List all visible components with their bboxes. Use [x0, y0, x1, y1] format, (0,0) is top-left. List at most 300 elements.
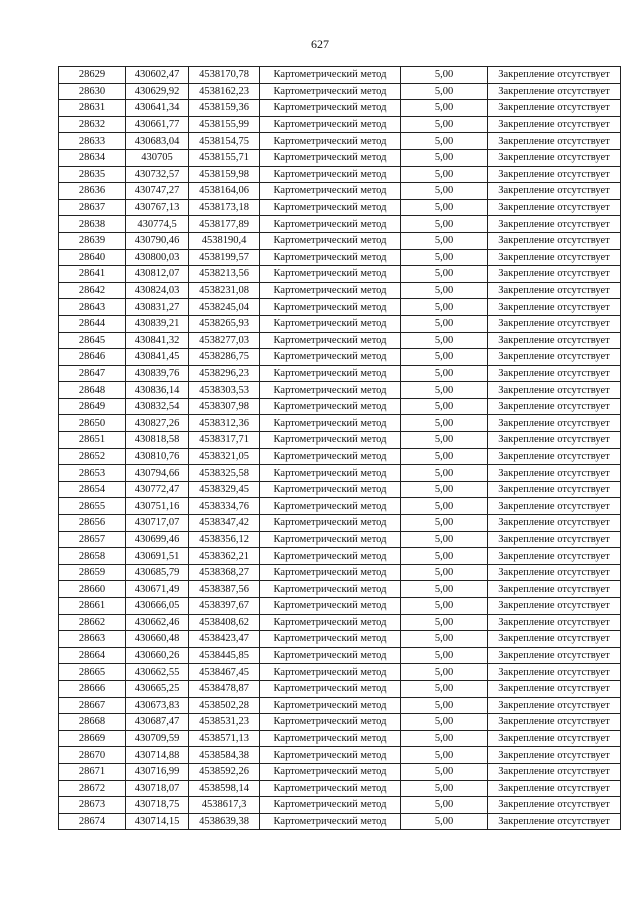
- table-row: [59, 448, 621, 465]
- accuracy-cell: 5,00: [401, 647, 488, 664]
- table-row: [59, 116, 621, 133]
- table-row: [59, 515, 621, 532]
- y-coordinate-cell: 4538502,28: [189, 697, 260, 714]
- x-coordinate-cell: 430772,47: [126, 481, 189, 498]
- table-row: [59, 598, 621, 615]
- table-row: [59, 83, 621, 100]
- x-coordinate-cell: 430716,99: [126, 763, 189, 780]
- point-number-cell: 28664: [59, 647, 126, 664]
- accuracy-cell: 5,00: [401, 747, 488, 764]
- point-number-cell: 28640: [59, 249, 126, 266]
- method-cell: Картометрический метод: [260, 747, 401, 764]
- method-cell: Картометрический метод: [260, 813, 401, 830]
- marker-description-cell: Закрепление отсутствует: [488, 67, 621, 84]
- marker-description-cell: Закрепление отсутствует: [488, 730, 621, 747]
- table-row: [59, 631, 621, 648]
- method-cell: Картометрический метод: [260, 116, 401, 133]
- accuracy-cell: 5,00: [401, 614, 488, 631]
- method-cell: Картометрический метод: [260, 598, 401, 615]
- x-coordinate-cell: 430685,79: [126, 564, 189, 581]
- marker-description-cell: Закрепление отсутствует: [488, 664, 621, 681]
- point-number-cell: 28644: [59, 315, 126, 332]
- accuracy-cell: 5,00: [401, 432, 488, 449]
- table-row: [59, 299, 621, 316]
- method-cell: Картометрический метод: [260, 166, 401, 183]
- x-coordinate-cell: 430683,04: [126, 133, 189, 150]
- x-coordinate-cell: 430661,77: [126, 116, 189, 133]
- table-row: [59, 564, 621, 581]
- x-coordinate-cell: 430839,76: [126, 365, 189, 382]
- method-cell: Картометрический метод: [260, 664, 401, 681]
- point-number-cell: 28668: [59, 714, 126, 731]
- method-cell: Картометрический метод: [260, 763, 401, 780]
- method-cell: Картометрический метод: [260, 149, 401, 166]
- table-row: [59, 315, 621, 332]
- marker-description-cell: Закрепление отсутствует: [488, 299, 621, 316]
- table-row: [59, 199, 621, 216]
- table-row: [59, 680, 621, 697]
- point-number-cell: 28652: [59, 448, 126, 465]
- point-number-cell: 28670: [59, 747, 126, 764]
- y-coordinate-cell: 4538325,58: [189, 465, 260, 482]
- method-cell: Картометрический метод: [260, 515, 401, 532]
- marker-description-cell: Закрепление отсутствует: [488, 813, 621, 830]
- x-coordinate-cell: 430705: [126, 149, 189, 166]
- accuracy-cell: 5,00: [401, 531, 488, 548]
- point-number-cell: 28637: [59, 199, 126, 216]
- method-cell: Картометрический метод: [260, 432, 401, 449]
- x-coordinate-cell: 430662,46: [126, 614, 189, 631]
- x-coordinate-cell: 430602,47: [126, 67, 189, 84]
- point-number-cell: 28662: [59, 614, 126, 631]
- method-cell: Картометрический метод: [260, 100, 401, 117]
- x-coordinate-cell: 430666,05: [126, 598, 189, 615]
- marker-description-cell: Закрепление отсутствует: [488, 531, 621, 548]
- point-number-cell: 28671: [59, 763, 126, 780]
- marker-description-cell: Закрепление отсутствует: [488, 481, 621, 498]
- point-number-cell: 28666: [59, 680, 126, 697]
- table-row: [59, 382, 621, 399]
- accuracy-cell: 5,00: [401, 664, 488, 681]
- accuracy-cell: 5,00: [401, 548, 488, 565]
- x-coordinate-cell: 430824,03: [126, 282, 189, 299]
- table-row: [59, 349, 621, 366]
- marker-description-cell: Закрепление отсутствует: [488, 614, 621, 631]
- marker-description-cell: Закрепление отсутствует: [488, 747, 621, 764]
- y-coordinate-cell: 4538397,67: [189, 598, 260, 615]
- point-number-cell: 28661: [59, 598, 126, 615]
- y-coordinate-cell: 4538173,18: [189, 199, 260, 216]
- y-coordinate-cell: 4538584,38: [189, 747, 260, 764]
- marker-description-cell: Закрепление отсутствует: [488, 365, 621, 382]
- table-row: [59, 365, 621, 382]
- y-coordinate-cell: 4538177,89: [189, 216, 260, 233]
- y-coordinate-cell: 4538334,76: [189, 498, 260, 515]
- marker-description-cell: Закрепление отсутствует: [488, 631, 621, 648]
- accuracy-cell: 5,00: [401, 299, 488, 316]
- accuracy-cell: 5,00: [401, 631, 488, 648]
- x-coordinate-cell: 430673,83: [126, 697, 189, 714]
- method-cell: Картометрический метод: [260, 349, 401, 366]
- method-cell: Картометрический метод: [260, 531, 401, 548]
- method-cell: Картометрический метод: [260, 415, 401, 432]
- accuracy-cell: 5,00: [401, 498, 488, 515]
- method-cell: Картометрический метод: [260, 199, 401, 216]
- point-number-cell: 28658: [59, 548, 126, 565]
- marker-description-cell: Закрепление отсутствует: [488, 797, 621, 814]
- table-row: [59, 183, 621, 200]
- accuracy-cell: 5,00: [401, 266, 488, 283]
- point-number-cell: 28663: [59, 631, 126, 648]
- marker-description-cell: Закрепление отсутствует: [488, 183, 621, 200]
- marker-description-cell: Закрепление отсутствует: [488, 515, 621, 532]
- point-number-cell: 28654: [59, 481, 126, 498]
- point-number-cell: 28645: [59, 332, 126, 349]
- x-coordinate-cell: 430714,88: [126, 747, 189, 764]
- accuracy-cell: 5,00: [401, 730, 488, 747]
- point-number-cell: 28649: [59, 398, 126, 415]
- y-coordinate-cell: 4538387,56: [189, 581, 260, 598]
- point-number-cell: 28642: [59, 282, 126, 299]
- marker-description-cell: Закрепление отсутствует: [488, 149, 621, 166]
- table-row: [59, 647, 621, 664]
- marker-description-cell: Закрепление отсутствует: [488, 315, 621, 332]
- method-cell: Картометрический метод: [260, 232, 401, 249]
- x-coordinate-cell: 430774,5: [126, 216, 189, 233]
- accuracy-cell: 5,00: [401, 100, 488, 117]
- table-row: [59, 415, 621, 432]
- x-coordinate-cell: 430841,45: [126, 349, 189, 366]
- x-coordinate-cell: 430687,47: [126, 714, 189, 731]
- accuracy-cell: 5,00: [401, 166, 488, 183]
- point-number-cell: 28653: [59, 465, 126, 482]
- marker-description-cell: Закрепление отсутствует: [488, 581, 621, 598]
- coordinates-table-body: [59, 67, 621, 830]
- y-coordinate-cell: 4538639,38: [189, 813, 260, 830]
- marker-description-cell: Закрепление отсутствует: [488, 349, 621, 366]
- y-coordinate-cell: 4538356,12: [189, 531, 260, 548]
- method-cell: Картометрический метод: [260, 249, 401, 266]
- y-coordinate-cell: 4538245,04: [189, 299, 260, 316]
- accuracy-cell: 5,00: [401, 232, 488, 249]
- table-row: [59, 465, 621, 482]
- y-coordinate-cell: 4538164,06: [189, 183, 260, 200]
- marker-description-cell: Закрепление отсутствует: [488, 199, 621, 216]
- y-coordinate-cell: 4538592,26: [189, 763, 260, 780]
- point-number-cell: 28656: [59, 515, 126, 532]
- y-coordinate-cell: 4538162,23: [189, 83, 260, 100]
- method-cell: Картометрический метод: [260, 797, 401, 814]
- y-coordinate-cell: 4538159,98: [189, 166, 260, 183]
- point-number-cell: 28636: [59, 183, 126, 200]
- y-coordinate-cell: 4538199,57: [189, 249, 260, 266]
- table-row: [59, 100, 621, 117]
- table-row: [59, 763, 621, 780]
- x-coordinate-cell: 430827,26: [126, 415, 189, 432]
- x-coordinate-cell: 430718,75: [126, 797, 189, 814]
- y-coordinate-cell: 4538170,78: [189, 67, 260, 84]
- accuracy-cell: 5,00: [401, 149, 488, 166]
- y-coordinate-cell: 4538317,71: [189, 432, 260, 449]
- y-coordinate-cell: 4538321,05: [189, 448, 260, 465]
- table-row: [59, 664, 621, 681]
- point-number-cell: 28648: [59, 382, 126, 399]
- y-coordinate-cell: 4538286,75: [189, 349, 260, 366]
- marker-description-cell: Закрепление отсутствует: [488, 763, 621, 780]
- accuracy-cell: 5,00: [401, 398, 488, 415]
- y-coordinate-cell: 4538329,45: [189, 481, 260, 498]
- table-row: [59, 548, 621, 565]
- method-cell: Картометрический метод: [260, 614, 401, 631]
- marker-description-cell: Закрепление отсутствует: [488, 564, 621, 581]
- point-number-cell: 28646: [59, 349, 126, 366]
- x-coordinate-cell: 430732,57: [126, 166, 189, 183]
- accuracy-cell: 5,00: [401, 714, 488, 731]
- y-coordinate-cell: 4538231,08: [189, 282, 260, 299]
- method-cell: Картометрический метод: [260, 548, 401, 565]
- method-cell: Картометрический метод: [260, 299, 401, 316]
- y-coordinate-cell: 4538277,03: [189, 332, 260, 349]
- marker-description-cell: Закрепление отсутствует: [488, 382, 621, 399]
- x-coordinate-cell: 430839,21: [126, 315, 189, 332]
- table-row: [59, 813, 621, 830]
- marker-description-cell: Закрепление отсутствует: [488, 398, 621, 415]
- table-row: [59, 282, 621, 299]
- point-number-cell: 28633: [59, 133, 126, 150]
- accuracy-cell: 5,00: [401, 249, 488, 266]
- method-cell: Картометрический метод: [260, 183, 401, 200]
- x-coordinate-cell: 430718,07: [126, 780, 189, 797]
- point-number-cell: 28631: [59, 100, 126, 117]
- x-coordinate-cell: 430836,14: [126, 382, 189, 399]
- x-coordinate-cell: 430641,34: [126, 100, 189, 117]
- accuracy-cell: 5,00: [401, 365, 488, 382]
- x-coordinate-cell: 430810,76: [126, 448, 189, 465]
- marker-description-cell: Закрепление отсутствует: [488, 166, 621, 183]
- marker-description-cell: Закрепление отсутствует: [488, 232, 621, 249]
- method-cell: Картометрический метод: [260, 332, 401, 349]
- point-number-cell: 28674: [59, 813, 126, 830]
- point-number-cell: 28630: [59, 83, 126, 100]
- method-cell: Картометрический метод: [260, 398, 401, 415]
- y-coordinate-cell: 4538598,14: [189, 780, 260, 797]
- accuracy-cell: 5,00: [401, 67, 488, 84]
- point-number-cell: 28643: [59, 299, 126, 316]
- y-coordinate-cell: 4538155,71: [189, 149, 260, 166]
- marker-description-cell: Закрепление отсутствует: [488, 415, 621, 432]
- marker-description-cell: Закрепление отсутствует: [488, 249, 621, 266]
- accuracy-cell: 5,00: [401, 813, 488, 830]
- table-row: [59, 730, 621, 747]
- y-coordinate-cell: 4538445,85: [189, 647, 260, 664]
- table-row: [59, 249, 621, 266]
- x-coordinate-cell: 430790,46: [126, 232, 189, 249]
- marker-description-cell: Закрепление отсутствует: [488, 465, 621, 482]
- method-cell: Картометрический метод: [260, 315, 401, 332]
- accuracy-cell: 5,00: [401, 199, 488, 216]
- table-row: [59, 398, 621, 415]
- table-row: [59, 697, 621, 714]
- accuracy-cell: 5,00: [401, 349, 488, 366]
- point-number-cell: 28657: [59, 531, 126, 548]
- point-number-cell: 28669: [59, 730, 126, 747]
- point-number-cell: 28629: [59, 67, 126, 84]
- x-coordinate-cell: 430818,58: [126, 432, 189, 449]
- method-cell: Картометрический метод: [260, 465, 401, 482]
- method-cell: Картометрический метод: [260, 564, 401, 581]
- method-cell: Картометрический метод: [260, 216, 401, 233]
- method-cell: Картометрический метод: [260, 133, 401, 150]
- y-coordinate-cell: 4538307,98: [189, 398, 260, 415]
- accuracy-cell: 5,00: [401, 216, 488, 233]
- accuracy-cell: 5,00: [401, 564, 488, 581]
- point-number-cell: 28647: [59, 365, 126, 382]
- accuracy-cell: 5,00: [401, 465, 488, 482]
- point-number-cell: 28632: [59, 116, 126, 133]
- accuracy-cell: 5,00: [401, 598, 488, 615]
- point-number-cell: 28660: [59, 581, 126, 598]
- y-coordinate-cell: 4538478,87: [189, 680, 260, 697]
- y-coordinate-cell: 4538265,93: [189, 315, 260, 332]
- table-row: [59, 797, 621, 814]
- point-number-cell: 28639: [59, 232, 126, 249]
- method-cell: Картометрический метод: [260, 697, 401, 714]
- method-cell: Картометрический метод: [260, 631, 401, 648]
- method-cell: Картометрический метод: [260, 780, 401, 797]
- table-row: [59, 133, 621, 150]
- y-coordinate-cell: 4538571,13: [189, 730, 260, 747]
- table-row: [59, 332, 621, 349]
- y-coordinate-cell: 4538159,36: [189, 100, 260, 117]
- table-row: [59, 149, 621, 166]
- method-cell: Картометрический метод: [260, 714, 401, 731]
- method-cell: Картометрический метод: [260, 83, 401, 100]
- y-coordinate-cell: 4538213,56: [189, 266, 260, 283]
- table-row: [59, 232, 621, 249]
- accuracy-cell: 5,00: [401, 332, 488, 349]
- table-row: [59, 481, 621, 498]
- x-coordinate-cell: 430717,07: [126, 515, 189, 532]
- method-cell: Картометрический метод: [260, 448, 401, 465]
- point-number-cell: 28635: [59, 166, 126, 183]
- marker-description-cell: Закрепление отсутствует: [488, 548, 621, 565]
- point-number-cell: 28667: [59, 697, 126, 714]
- x-coordinate-cell: 430832,54: [126, 398, 189, 415]
- x-coordinate-cell: 430714,15: [126, 813, 189, 830]
- marker-description-cell: Закрепление отсутствует: [488, 432, 621, 449]
- accuracy-cell: 5,00: [401, 515, 488, 532]
- y-coordinate-cell: 4538368,27: [189, 564, 260, 581]
- accuracy-cell: 5,00: [401, 83, 488, 100]
- marker-description-cell: Закрепление отсутствует: [488, 266, 621, 283]
- accuracy-cell: 5,00: [401, 680, 488, 697]
- y-coordinate-cell: 4538467,45: [189, 664, 260, 681]
- method-cell: Картометрический метод: [260, 498, 401, 515]
- accuracy-cell: 5,00: [401, 382, 488, 399]
- marker-description-cell: Закрепление отсутствует: [488, 83, 621, 100]
- marker-description-cell: Закрепление отсутствует: [488, 332, 621, 349]
- marker-description-cell: Закрепление отсутствует: [488, 133, 621, 150]
- marker-description-cell: Закрепление отсутствует: [488, 680, 621, 697]
- marker-description-cell: Закрепление отсутствует: [488, 448, 621, 465]
- table-row: [59, 581, 621, 598]
- point-number-cell: 28641: [59, 266, 126, 283]
- accuracy-cell: 5,00: [401, 780, 488, 797]
- table-row: [59, 67, 621, 84]
- method-cell: Картометрический метод: [260, 282, 401, 299]
- accuracy-cell: 5,00: [401, 183, 488, 200]
- y-coordinate-cell: 4538531,23: [189, 714, 260, 731]
- marker-description-cell: Закрепление отсутствует: [488, 697, 621, 714]
- accuracy-cell: 5,00: [401, 697, 488, 714]
- y-coordinate-cell: 4538312,36: [189, 415, 260, 432]
- table-row: [59, 614, 621, 631]
- x-coordinate-cell: 430841,32: [126, 332, 189, 349]
- table-row: [59, 498, 621, 515]
- y-coordinate-cell: 4538154,75: [189, 133, 260, 150]
- coordinates-table: [58, 66, 621, 830]
- accuracy-cell: 5,00: [401, 116, 488, 133]
- marker-description-cell: Закрепление отсутствует: [488, 780, 621, 797]
- table-row: [59, 747, 621, 764]
- accuracy-cell: 5,00: [401, 282, 488, 299]
- method-cell: Картометрический метод: [260, 266, 401, 283]
- marker-description-cell: Закрепление отсутствует: [488, 116, 621, 133]
- point-number-cell: 28651: [59, 432, 126, 449]
- x-coordinate-cell: 430709,59: [126, 730, 189, 747]
- table-row: [59, 714, 621, 731]
- table-row: [59, 432, 621, 449]
- accuracy-cell: 5,00: [401, 315, 488, 332]
- x-coordinate-cell: 430831,27: [126, 299, 189, 316]
- method-cell: Картометрический метод: [260, 67, 401, 84]
- x-coordinate-cell: 430691,51: [126, 548, 189, 565]
- y-coordinate-cell: 4538617,3: [189, 797, 260, 814]
- y-coordinate-cell: 4538296,23: [189, 365, 260, 382]
- x-coordinate-cell: 430767,13: [126, 199, 189, 216]
- x-coordinate-cell: 430812,07: [126, 266, 189, 283]
- method-cell: Картометрический метод: [260, 382, 401, 399]
- method-cell: Картометрический метод: [260, 581, 401, 598]
- point-number-cell: 28638: [59, 216, 126, 233]
- point-number-cell: 28655: [59, 498, 126, 515]
- x-coordinate-cell: 430660,48: [126, 631, 189, 648]
- y-coordinate-cell: 4538347,42: [189, 515, 260, 532]
- method-cell: Картометрический метод: [260, 647, 401, 664]
- accuracy-cell: 5,00: [401, 763, 488, 780]
- x-coordinate-cell: 430665,25: [126, 680, 189, 697]
- accuracy-cell: 5,00: [401, 481, 488, 498]
- y-coordinate-cell: 4538155,99: [189, 116, 260, 133]
- table-row: [59, 266, 621, 283]
- point-number-cell: 28673: [59, 797, 126, 814]
- x-coordinate-cell: 430671,49: [126, 581, 189, 598]
- x-coordinate-cell: 430800,03: [126, 249, 189, 266]
- x-coordinate-cell: 430751,16: [126, 498, 189, 515]
- point-number-cell: 28650: [59, 415, 126, 432]
- y-coordinate-cell: 4538362,21: [189, 548, 260, 565]
- point-number-cell: 28659: [59, 564, 126, 581]
- marker-description-cell: Закрепление отсутствует: [488, 216, 621, 233]
- point-number-cell: 28634: [59, 149, 126, 166]
- method-cell: Картометрический метод: [260, 730, 401, 747]
- accuracy-cell: 5,00: [401, 133, 488, 150]
- method-cell: Картометрический метод: [260, 481, 401, 498]
- point-number-cell: 28672: [59, 780, 126, 797]
- accuracy-cell: 5,00: [401, 448, 488, 465]
- table-row: [59, 780, 621, 797]
- marker-description-cell: Закрепление отсутствует: [488, 647, 621, 664]
